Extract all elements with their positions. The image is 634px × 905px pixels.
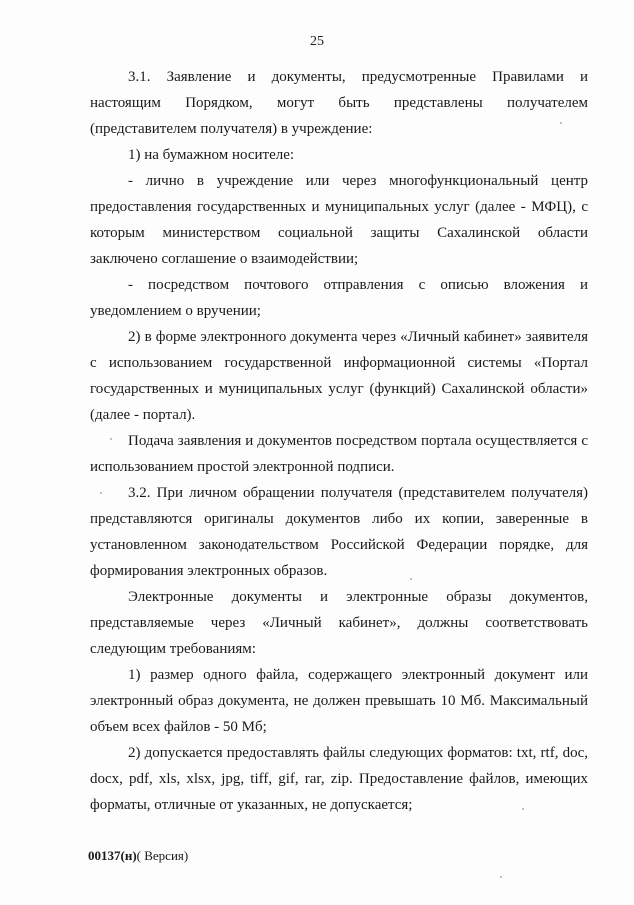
paragraph-3-2: 3.2. При личном обращении получателя (представителем получателя) представляются оригиналы документов либо их копии, заверенные в установленном законодательством Российской Федерации порядке, для формирования электронных образов. — [90, 485, 588, 579]
document-code: 00137(н) — [88, 848, 137, 863]
scan-speck — [110, 438, 112, 440]
paragraph-in-person: - лично в учреждение или через многофункциональный центр предоставления государственных и муниципальных услуг (далее - МФЦ), с которым министерством социальной защиты Сахалинской области заключено соглашение о взаимодействии; — [90, 173, 588, 267]
scan-speck — [100, 492, 102, 494]
scan-speck — [522, 808, 524, 810]
page-number: 25 — [310, 34, 324, 49]
paragraph-by-mail: - посредством почтового отправления с описью вложения и уведомлением о вручении; — [90, 277, 588, 319]
paragraph-3-1: 3.1. Заявление и документы, предусмотренные Правилами и настоящим Порядком, могут быть представлены получателем (представителем получателя) в учреждение: — [90, 69, 588, 137]
paragraph-paper-medium: 1) на бумажном носителе: — [128, 147, 295, 163]
paragraph-file-size: 1) размер одного файла, содержащего электронный документ или электронный образ документа, не должен превышать 10 Мб. Максимальный объем всех файлов - 50 Мб; — [90, 667, 588, 735]
document-version: ( Версия) — [136, 848, 189, 863]
document-footer-id — [88, 848, 188, 864]
paragraph-electronic-form: 2) в форме электронного документа через «Личный кабинет» заявителя с использованием государственной информационной системы «Портал государственных и муниципальных услуг (функций) Сахалинской области» (далее - портал). — [90, 329, 588, 423]
document-body — [90, 64, 588, 818]
paragraph-digital-signature: Подача заявления и документов посредством портала осуществляется с использованием простой электронной подписи. — [90, 433, 588, 475]
scan-speck — [500, 876, 502, 878]
paragraph-file-formats: 2) допускается предоставлять файлы следующих форматов: txt, rtf, doc, docx, pdf, xls, xlsx, jpg, tiff, gif, rar, zip. Предоставление файлов, имеющих форматы, отличные от указанных, не допускается; — [90, 745, 588, 813]
scan-speck — [410, 578, 412, 580]
scan-speck — [560, 122, 562, 124]
paragraph-electronic-requirements: Электронные документы и электронные образы документов, представляемые через «Личный кабинет», должны соответствовать следующим требованиям: — [90, 589, 588, 657]
